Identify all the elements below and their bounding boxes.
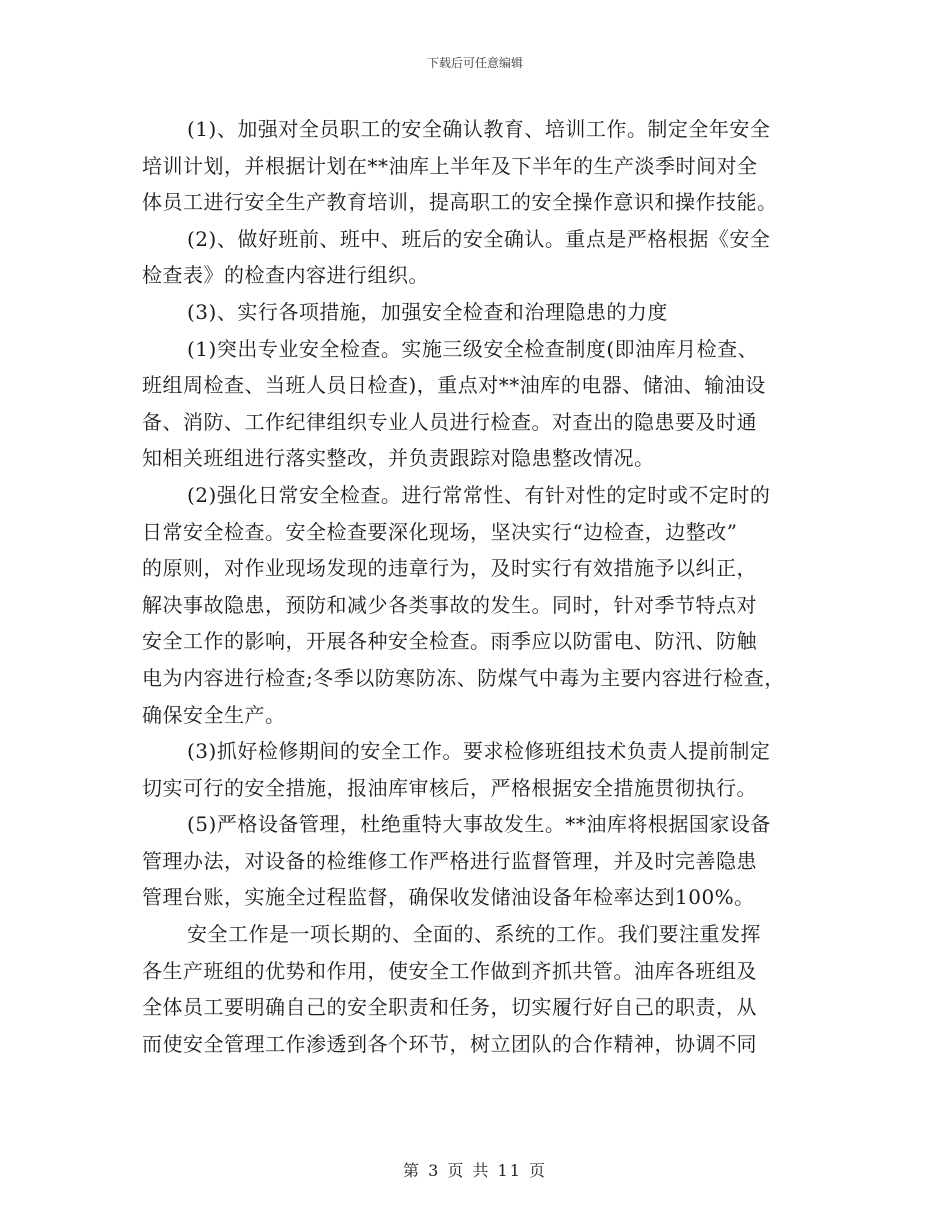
paragraph-first-line: (5)严格设备管理，杜绝重特大事故发生。**油库将根据国家设备 (187, 812, 771, 837)
paragraph-first-line: 安全工作是一项长期的、全面的、系统的工作。我们要注重发挥 (187, 922, 761, 947)
paragraph-first-line: (3)、实行各项措施，加强安全检查和治理隐患的力度 (187, 299, 668, 324)
paragraph-line: 体员工进行安全生产教育培训，提高职工的安全操作意识和操作技能。 (142, 190, 778, 215)
paragraph-first-line: (3)抓好检修期间的安全工作。要求检修班组技术负责人提前制定 (187, 739, 771, 764)
paragraph-line: 检查表》的检查内容进行组织。 (142, 263, 429, 288)
paragraph-line: 管理办法，对设备的检维修工作严格进行监督管理，并及时完善隐患 (142, 848, 757, 873)
paragraph-first-line: (2)强化日常安全检查。进行常常性、有针对性的定时或不定时的 (187, 482, 771, 507)
paragraph-line: 而使安全管理工作渗透到各个环节，树立团队的合作精神，协调不同 (142, 1031, 757, 1056)
paragraph-first-line: (1)、加强对全员职工的安全确认教育、培训工作。制定全年安全 (187, 117, 771, 141)
paragraph-first-line: (1)突出专业安全检查。实施三级安全检查制度(即油库月检查、 (187, 336, 759, 361)
paragraph-line: 各生产班组的优势和作用，使安全工作做到齐抓共管。油库各班组及 (142, 958, 757, 983)
document-body (142, 111, 814, 1062)
paragraph-first-line: (2)、做好班前、班中、班后的安全确认。重点是严格根据《安全 (187, 226, 771, 251)
paragraph-line: 培训计划，并根据计划在**油库上半年及下半年的生产淡季时间对全 (142, 153, 758, 178)
paragraph-line: 解决事故隐患，预防和减少各类事故的发生。同时，针对季节特点对 (142, 592, 757, 617)
paragraph-line: 班组周检查、当班人员日检查)，重点对**油库的电器、储油、输油设 (142, 373, 766, 398)
paragraph-line: 电为内容进行检查;冬季以防寒防冻、防煤气中毒为主要内容进行检查， (142, 665, 785, 690)
paragraph-line: 安全工作的影响，开展各种安全检查。雨季应以防雷电、防汛、防触 (142, 629, 757, 654)
paragraph-line: 日常安全检查。安全检查要深化现场，坚决实行“边检查，边整改” (142, 519, 738, 544)
paragraph-line: 知相关班组进行落实整改，并负责跟踪对隐患整改情况。 (142, 446, 655, 471)
paragraph-line: 的原则，对作业现场发现的违章行为，及时实行有效措施予以纠正， (142, 556, 757, 581)
paragraph-line: 备、消防、工作纪律组织专业人员进行检查。对查出的隐患要及时通 (142, 409, 757, 434)
page-footer: 第 3 页 共 11 页 (403, 1161, 547, 1180)
paragraph-line: 管理台账，实施全过程监督，确保收发储油设备年检率达到100%。 (142, 885, 755, 910)
paragraph-line: 切实可行的安全措施，报油库审核后，严格根据安全措施贯彻执行。 (142, 775, 757, 800)
page-header: 下载后可任意编辑 (426, 56, 523, 70)
paragraph-line: 确保安全生产。 (142, 702, 286, 727)
paragraph-line: 全体员工要明确自己的安全职责和任务，切实履行好自己的职责，从 (142, 995, 757, 1020)
